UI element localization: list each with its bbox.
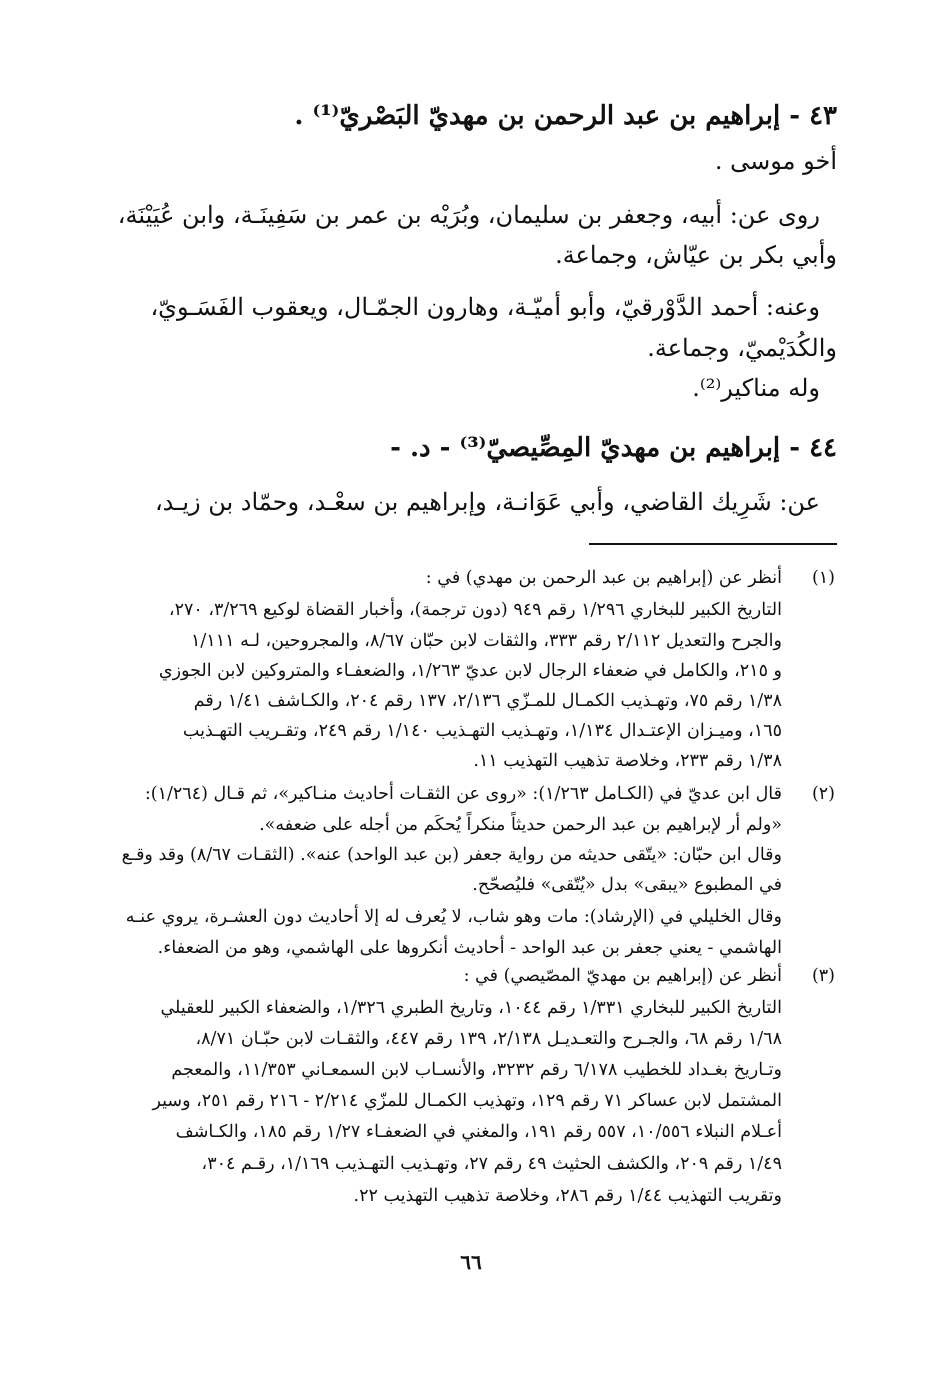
footnote-2-line: وقال ابن حبّان: «يتّقى حديثه من رواية جعفر (بن عبد الواحد) عنه». (الثقـات ٨/٦٧) وقد وقـع [121, 845, 782, 865]
footnote-3-line: التاريخ الكبير للبخاري ١/٣٣١ رقم ١٠٤٤، وتاريخ الطبري ١/٣٢٦، والضعفاء الكبير للعقيلي [160, 998, 782, 1018]
footnote-3-line: وتقريب التهذيب ١/٤٤ رقم ٢٨٦، وخلاصة تذهيب التهذيب ٢٢. [353, 1186, 782, 1206]
footnote-1-line: التاريخ الكبير للبخاري ١/٢٩٦ رقم ٩٤٩ (دون ترجمة)، وأخبار القضاة لوكيع ٣/٢٦٩، ٢٧٠، [168, 600, 782, 620]
footnote-2-line: «ولم أر لإبراهيم بن عبد الرحمن حديثاً منكراً يُحكَم من أجله على ضعفه». [259, 815, 782, 835]
footnote-2-line: قال ابن عديّ في (الكـامل ١/٢٦٣): «روى عن الثقـات أحاديث منـاكير»، ثم قـال (١/٢٦٤): [144, 784, 782, 804]
entry-43-narrated-from-line-1: روى عن: أبيه، وجعفر بن سليمان، وبُرَيْه بن عمر بن سَفِينَـة، وابن عُيَيْنَة، [117, 201, 820, 229]
entry-44-heading: ٤٤ - إبراهيم بن مهديّ المِصِّيصيّ⁽³⁾ - د. - [390, 433, 837, 463]
footnote-2-number: (٢) [811, 784, 835, 804]
footnote-3-line: ١/٦٨ رقم ٦٨، والجـرح والتعـديـل ٢/١٣٨، ١٣٩ رقم ٤٤٧، والثقـات لابن حبّـان ٨/٧١، [195, 1029, 782, 1049]
footnote-1-line: والجرح والتعديل ٢/١١٢ رقم ٣٣٣، والثقات لابن حبّان ٨/٦٧، والمجروحين، لـه ١/١١١ [191, 631, 782, 651]
entry-43-heading: ٤٣ - إبراهيم بن عبد الرحمن بن مهديّ البَصْريّ⁽¹⁾ . [294, 101, 837, 131]
footnote-3-line: وتـاريخ بغـداد للخطيب ٦/١٧٨ رقم ٣٢٣٢، والأنسـاب لابن السمعـاني ١١/٣٥٣، والمعجم [171, 1060, 782, 1080]
footnote-1-line: و ٢١٥، والكامل في ضعفاء الرجال لابن عديّ ١/٢٦٣، والضعفـاء والمتروكين لابن الجوزي [158, 661, 782, 681]
entry-43-narrated-by-line-2: والكُدَيْميّ، وجماعة. [647, 334, 837, 362]
footnote-1-line: ١٦٥، وميـزان الإعتـدال ١/١٣٤، وتهـذيب التهـذيب ١/١٤٠ رقم ٢٤٩، وتقـريب التهـذيب [182, 721, 782, 741]
footnote-3-line: المشتمل لابن عساكر ٧١ رقم ١٢٩، وتهذيب الكمـال للمزّي ٢/٢١٤ - ٢١٦ رقم ٢٥١، وسير [152, 1091, 782, 1111]
entry-43-brother-line: أخو موسى . [714, 147, 837, 175]
footnote-1-number: (١) [811, 568, 835, 588]
footnote-separator [589, 543, 837, 545]
entry-43-narrated-from-line-2: وأبي بكر بن عيّاش، وجماعة. [555, 241, 837, 269]
entry-43-note: وله مناكير⁽²⁾. [692, 374, 820, 402]
footnote-1-line: ١/٣٨ رقم ٢٣٣، وخلاصة تذهيب التهذيب ١١. [473, 751, 782, 771]
footnote-2-line: في المطبوع «يبقى» بدل «يُتّقى» فليُصحّح. [472, 875, 782, 895]
entry-44-narrated-from-line-1: عن: شَرِيك القاضي، وأبي عَوَانـة، وإبراهيم بن سعْـد، وحمّاد بن زيـد، [154, 488, 820, 516]
entry-43-narrated-by-line-1: وعنه: أحمد الدَّوْرقيّ، وأبو أميّـة، وهارون الجمّـال، ويعقوب الفَسَـويّ، [150, 293, 820, 321]
footnote-2-line: وقال الخليلي في (الإرشاد): مات وهو شاب، لا يُعرف له إلا أحاديث دون العشـرة، يروي عنـه [125, 907, 782, 927]
footnote-1-line: أنظر عن (إبراهيم بن عبد الرحمن بن مهدي) في : [425, 568, 782, 588]
page-number: ٦٦ [460, 1250, 482, 1274]
footnote-1-line: ١/٣٨ رقم ٧٥، وتهـذيب الكمـال للمـزّي ٢/١٣٦، ١٣٧ رقم ٢٠٤، والكـاشف ١/٤١ رقم [193, 691, 782, 711]
footnote-3-number: (٣) [811, 966, 835, 986]
footnote-3-line: أعـلام النبلاء ١٠/٥٥٦، ٥٥٧ رقم ١٩١، والمغني في الضعفـاء ١/٢٧ رقم ١٨٥، والكـاشف [175, 1122, 782, 1142]
footnote-2-line: الهاشمي - يعني جعفر بن عبد الواحد - أحاديث أنكروها على الهاشمي، وهو من الضعفاء. [157, 938, 782, 958]
footnote-3-line: أنظر عن (إبراهيم بن مهديّ المصّيصي) في : [463, 966, 782, 986]
footnote-3-line: ١/٤٩ رقم ٢٠٩، والكشف الحثيث ٤٩ رقم ٢٧، وتهـذيب التهـذيب ١/١٦٩، رقـم ٣٠٤، [201, 1154, 782, 1174]
